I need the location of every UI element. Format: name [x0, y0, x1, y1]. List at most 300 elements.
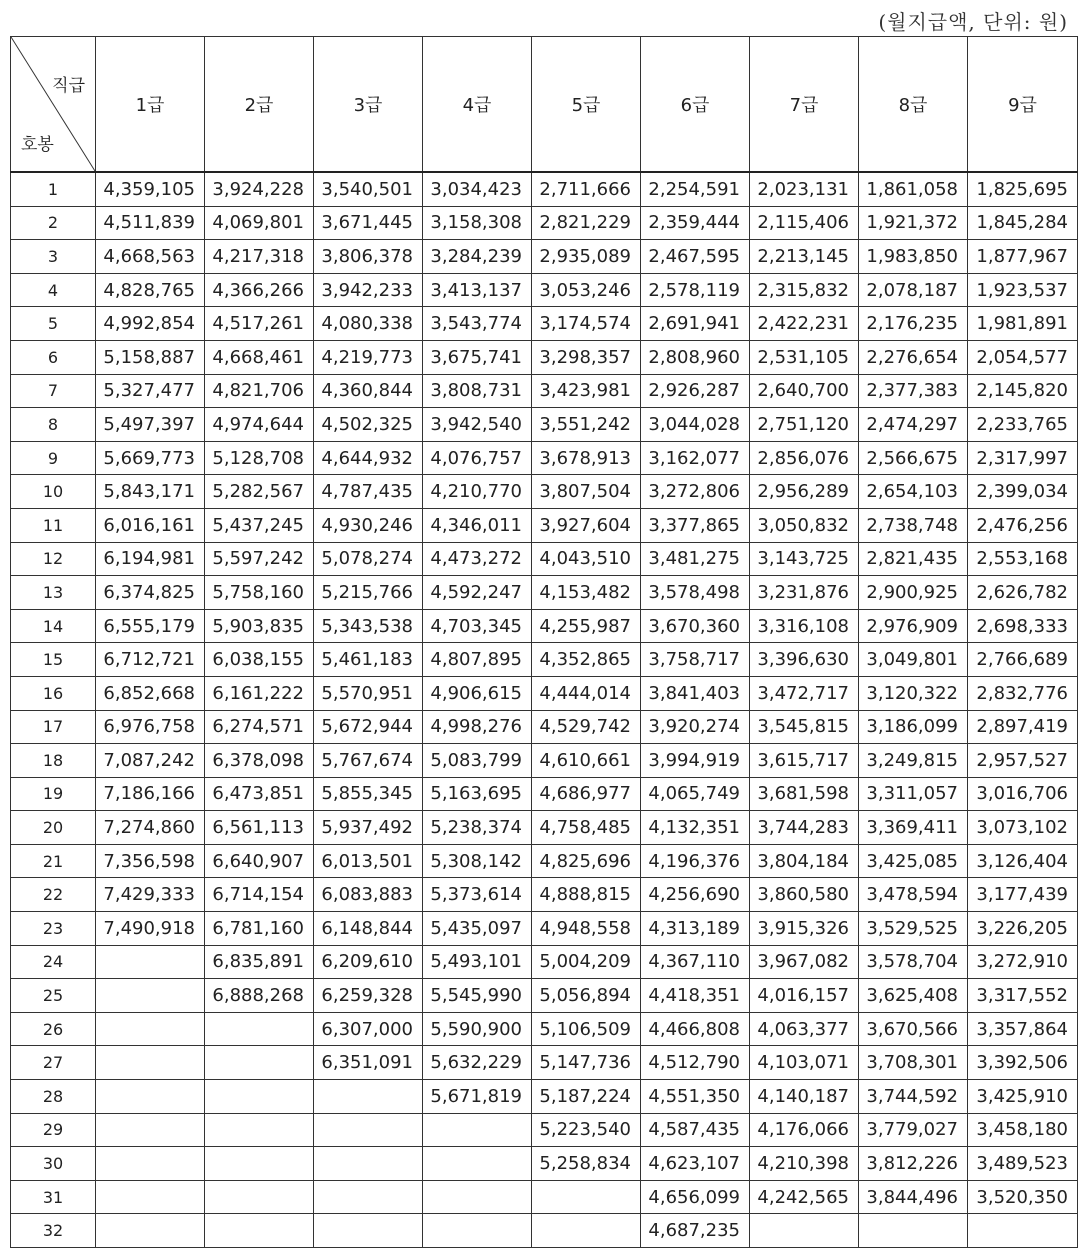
step-cell: 13	[11, 576, 96, 610]
amount-cell: 5,597,242	[205, 542, 314, 576]
amount-cell: 4,076,757	[423, 441, 532, 475]
amount-cell: 6,194,981	[96, 542, 205, 576]
amount-cell	[96, 979, 205, 1013]
amount-cell: 6,148,844	[314, 912, 423, 946]
amount-cell: 3,994,919	[641, 744, 750, 778]
amount-cell: 1,861,058	[859, 172, 968, 206]
amount-cell: 3,489,523	[968, 1147, 1078, 1181]
amount-cell: 3,357,864	[968, 1012, 1078, 1046]
amount-cell: 2,078,187	[859, 273, 968, 307]
step-cell: 25	[11, 979, 96, 1013]
amount-cell: 5,437,245	[205, 508, 314, 542]
amount-cell: 5,435,097	[423, 912, 532, 946]
amount-cell: 2,531,105	[750, 340, 859, 374]
header-row	[11, 37, 1078, 173]
step-cell: 27	[11, 1046, 96, 1080]
step-cell: 17	[11, 710, 96, 744]
amount-cell: 3,377,865	[641, 508, 750, 542]
amount-cell: 1,825,695	[968, 172, 1078, 206]
amount-cell: 4,466,808	[641, 1012, 750, 1046]
table-row	[11, 1113, 1078, 1147]
amount-cell: 4,998,276	[423, 710, 532, 744]
amount-cell: 3,708,301	[859, 1046, 968, 1080]
amount-cell: 5,855,345	[314, 777, 423, 811]
amount-cell	[314, 1080, 423, 1114]
amount-cell: 5,570,951	[314, 676, 423, 710]
table-row	[11, 172, 1078, 206]
amount-cell: 3,744,283	[750, 811, 859, 845]
amount-cell: 2,578,119	[641, 273, 750, 307]
amount-cell: 3,578,704	[859, 945, 968, 979]
amount-cell: 2,766,689	[968, 643, 1078, 677]
amount-cell: 4,132,351	[641, 811, 750, 845]
amount-cell: 4,065,749	[641, 777, 750, 811]
amount-cell: 2,566,675	[859, 441, 968, 475]
amount-cell: 7,490,918	[96, 912, 205, 946]
amount-cell: 6,351,091	[314, 1046, 423, 1080]
amount-cell: 3,545,815	[750, 710, 859, 744]
amount-cell: 4,069,801	[205, 206, 314, 240]
amount-cell: 6,378,098	[205, 744, 314, 778]
amount-cell	[423, 1214, 532, 1248]
amount-cell: 4,016,157	[750, 979, 859, 1013]
amount-cell: 3,967,082	[750, 945, 859, 979]
amount-cell: 2,553,168	[968, 542, 1078, 576]
amount-cell: 2,176,235	[859, 307, 968, 341]
amount-cell: 4,623,107	[641, 1147, 750, 1181]
amount-cell: 5,671,819	[423, 1080, 532, 1114]
amount-cell: 6,640,907	[205, 844, 314, 878]
amount-cell	[532, 1214, 641, 1248]
amount-cell: 3,472,717	[750, 676, 859, 710]
amount-cell: 2,377,383	[859, 374, 968, 408]
amount-cell: 4,313,189	[641, 912, 750, 946]
amount-cell: 6,161,222	[205, 676, 314, 710]
amount-cell	[205, 1012, 314, 1046]
amount-cell: 5,545,990	[423, 979, 532, 1013]
amount-cell	[859, 1214, 968, 1248]
amount-cell	[750, 1214, 859, 1248]
amount-cell	[532, 1180, 641, 1214]
grade-header-cell: 3급	[314, 37, 423, 173]
amount-cell: 4,063,377	[750, 1012, 859, 1046]
amount-cell: 4,825,696	[532, 844, 641, 878]
step-cell: 3	[11, 240, 96, 274]
amount-cell: 4,821,706	[205, 374, 314, 408]
amount-cell: 3,044,028	[641, 408, 750, 442]
step-cell: 20	[11, 811, 96, 845]
amount-cell: 4,529,742	[532, 710, 641, 744]
step-cell: 4	[11, 273, 96, 307]
amount-cell: 5,343,538	[314, 609, 423, 643]
amount-cell: 4,502,325	[314, 408, 423, 442]
amount-cell: 6,016,161	[96, 508, 205, 542]
amount-cell: 2,476,256	[968, 508, 1078, 542]
amount-cell: 5,493,101	[423, 945, 532, 979]
step-cell: 9	[11, 441, 96, 475]
amount-cell: 5,903,835	[205, 609, 314, 643]
amount-cell: 4,930,246	[314, 508, 423, 542]
amount-cell: 6,835,891	[205, 945, 314, 979]
amount-cell: 5,461,183	[314, 643, 423, 677]
amount-cell: 3,540,501	[314, 172, 423, 206]
amount-cell	[205, 1180, 314, 1214]
table-row	[11, 542, 1078, 576]
amount-cell: 5,282,567	[205, 475, 314, 509]
amount-cell: 3,272,910	[968, 945, 1078, 979]
amount-cell: 3,481,275	[641, 542, 750, 576]
amount-cell: 4,512,790	[641, 1046, 750, 1080]
amount-cell: 3,034,423	[423, 172, 532, 206]
amount-cell: 3,915,326	[750, 912, 859, 946]
table-row	[11, 240, 1078, 274]
amount-cell: 4,517,261	[205, 307, 314, 341]
amount-cell: 4,366,266	[205, 273, 314, 307]
amount-cell: 2,467,595	[641, 240, 750, 274]
amount-cell: 6,209,610	[314, 945, 423, 979]
amount-cell: 4,787,435	[314, 475, 423, 509]
amount-cell: 3,458,180	[968, 1113, 1078, 1147]
amount-cell: 2,821,229	[532, 206, 641, 240]
amount-cell: 3,049,801	[859, 643, 968, 677]
amount-cell	[205, 1046, 314, 1080]
amount-cell: 3,249,815	[859, 744, 968, 778]
amount-cell: 2,474,297	[859, 408, 968, 442]
amount-cell: 4,686,977	[532, 777, 641, 811]
amount-cell: 2,422,231	[750, 307, 859, 341]
table-row	[11, 912, 1078, 946]
amount-cell: 3,272,806	[641, 475, 750, 509]
amount-cell: 3,927,604	[532, 508, 641, 542]
amount-cell: 2,821,435	[859, 542, 968, 576]
step-cell: 7	[11, 374, 96, 408]
amount-cell: 4,255,987	[532, 609, 641, 643]
amount-cell: 7,356,598	[96, 844, 205, 878]
amount-cell: 4,352,865	[532, 643, 641, 677]
amount-cell: 4,687,235	[641, 1214, 750, 1248]
amount-cell: 6,712,721	[96, 643, 205, 677]
step-cell: 19	[11, 777, 96, 811]
amount-cell: 5,238,374	[423, 811, 532, 845]
step-cell: 12	[11, 542, 96, 576]
amount-cell: 3,860,580	[750, 878, 859, 912]
amount-cell	[205, 1214, 314, 1248]
table-row	[11, 206, 1078, 240]
grade-axis-label: 직급	[52, 76, 85, 96]
amount-cell: 3,284,239	[423, 240, 532, 274]
amount-cell: 3,369,411	[859, 811, 968, 845]
step-cell: 30	[11, 1147, 96, 1181]
amount-cell	[96, 1180, 205, 1214]
amount-cell: 4,551,350	[641, 1080, 750, 1114]
grade-header-cell: 7급	[750, 37, 859, 173]
amount-cell: 4,140,187	[750, 1080, 859, 1114]
amount-cell: 3,681,598	[750, 777, 859, 811]
amount-cell: 3,231,876	[750, 576, 859, 610]
amount-cell	[96, 1214, 205, 1248]
amount-cell: 3,920,274	[641, 710, 750, 744]
amount-cell: 3,186,099	[859, 710, 968, 744]
table-row	[11, 576, 1078, 610]
amount-cell: 1,845,284	[968, 206, 1078, 240]
amount-cell: 3,675,741	[423, 340, 532, 374]
amount-cell: 3,162,077	[641, 441, 750, 475]
amount-cell: 6,038,155	[205, 643, 314, 677]
amount-cell: 3,174,574	[532, 307, 641, 341]
amount-cell: 3,942,540	[423, 408, 532, 442]
amount-cell: 3,316,108	[750, 609, 859, 643]
amount-cell: 5,672,944	[314, 710, 423, 744]
amount-cell	[314, 1113, 423, 1147]
amount-cell: 3,298,357	[532, 340, 641, 374]
table-row	[11, 1012, 1078, 1046]
step-cell: 6	[11, 340, 96, 374]
amount-cell: 6,714,154	[205, 878, 314, 912]
amount-cell: 3,143,725	[750, 542, 859, 576]
amount-cell: 5,767,674	[314, 744, 423, 778]
amount-cell: 4,828,765	[96, 273, 205, 307]
table-row	[11, 408, 1078, 442]
amount-cell: 4,219,773	[314, 340, 423, 374]
amount-cell: 2,897,419	[968, 710, 1078, 744]
amount-cell: 5,128,708	[205, 441, 314, 475]
amount-cell: 3,053,246	[532, 273, 641, 307]
amount-cell: 6,976,758	[96, 710, 205, 744]
amount-cell: 4,610,661	[532, 744, 641, 778]
grade-header-cell: 1급	[96, 37, 205, 173]
amount-cell: 2,145,820	[968, 374, 1078, 408]
amount-cell: 3,812,226	[859, 1147, 968, 1181]
amount-cell: 3,520,350	[968, 1180, 1078, 1214]
amount-cell: 2,213,145	[750, 240, 859, 274]
amount-cell: 3,425,910	[968, 1080, 1078, 1114]
amount-cell: 3,126,404	[968, 844, 1078, 878]
amount-cell: 3,158,308	[423, 206, 532, 240]
step-cell: 23	[11, 912, 96, 946]
table-row	[11, 1214, 1078, 1248]
amount-cell: 3,120,322	[859, 676, 968, 710]
step-cell: 11	[11, 508, 96, 542]
amount-cell	[96, 1080, 205, 1114]
grade-header-cell: 9급	[968, 37, 1078, 173]
table-row	[11, 676, 1078, 710]
amount-cell: 5,590,900	[423, 1012, 532, 1046]
amount-cell: 4,196,376	[641, 844, 750, 878]
amount-cell: 4,418,351	[641, 979, 750, 1013]
amount-cell	[96, 945, 205, 979]
amount-cell: 2,957,527	[968, 744, 1078, 778]
step-cell: 22	[11, 878, 96, 912]
amount-cell	[205, 1147, 314, 1181]
amount-cell	[96, 1113, 205, 1147]
amount-cell: 2,935,089	[532, 240, 641, 274]
step-cell: 26	[11, 1012, 96, 1046]
amount-cell: 4,359,105	[96, 172, 205, 206]
amount-cell: 6,473,851	[205, 777, 314, 811]
grade-header-cell: 5급	[532, 37, 641, 173]
amount-cell	[423, 1147, 532, 1181]
amount-cell: 4,473,272	[423, 542, 532, 576]
amount-cell: 2,654,103	[859, 475, 968, 509]
table-row	[11, 878, 1078, 912]
amount-cell: 3,478,594	[859, 878, 968, 912]
table-row	[11, 609, 1078, 643]
table-row	[11, 710, 1078, 744]
amount-cell: 3,744,592	[859, 1080, 968, 1114]
amount-cell: 4,974,644	[205, 408, 314, 442]
amount-cell: 2,626,782	[968, 576, 1078, 610]
step-cell: 21	[11, 844, 96, 878]
amount-cell: 3,942,233	[314, 273, 423, 307]
step-cell: 32	[11, 1214, 96, 1248]
table-row	[11, 643, 1078, 677]
amount-cell: 4,210,398	[750, 1147, 859, 1181]
step-cell: 18	[11, 744, 96, 778]
table-row	[11, 307, 1078, 341]
amount-cell: 3,841,403	[641, 676, 750, 710]
amount-cell: 1,923,537	[968, 273, 1078, 307]
amount-cell	[314, 1180, 423, 1214]
amount-cell: 4,153,482	[532, 576, 641, 610]
amount-cell: 3,413,137	[423, 273, 532, 307]
amount-cell	[423, 1113, 532, 1147]
amount-cell	[96, 1012, 205, 1046]
amount-cell: 3,671,445	[314, 206, 423, 240]
amount-cell: 4,360,844	[314, 374, 423, 408]
amount-cell: 2,956,289	[750, 475, 859, 509]
amount-cell: 4,242,565	[750, 1180, 859, 1214]
amount-cell: 3,844,496	[859, 1180, 968, 1214]
amount-cell: 2,808,960	[641, 340, 750, 374]
table-row	[11, 1046, 1078, 1080]
amount-cell: 5,163,695	[423, 777, 532, 811]
amount-cell: 3,779,027	[859, 1113, 968, 1147]
amount-cell: 2,738,748	[859, 508, 968, 542]
table-row	[11, 475, 1078, 509]
table-row	[11, 1180, 1078, 1214]
amount-cell: 6,555,179	[96, 609, 205, 643]
amount-cell: 3,396,630	[750, 643, 859, 677]
amount-cell	[968, 1214, 1078, 1248]
amount-cell	[96, 1147, 205, 1181]
amount-cell: 4,256,690	[641, 878, 750, 912]
amount-cell: 2,926,287	[641, 374, 750, 408]
amount-cell: 4,444,014	[532, 676, 641, 710]
amount-cell: 2,832,776	[968, 676, 1078, 710]
amount-cell: 1,983,850	[859, 240, 968, 274]
table-row	[11, 508, 1078, 542]
amount-cell: 3,807,504	[532, 475, 641, 509]
table-row	[11, 744, 1078, 778]
amount-cell: 5,308,142	[423, 844, 532, 878]
amount-cell: 4,176,066	[750, 1113, 859, 1147]
salary-table	[10, 36, 1078, 1248]
amount-cell: 3,551,242	[532, 408, 641, 442]
amount-cell: 7,429,333	[96, 878, 205, 912]
table-row	[11, 374, 1078, 408]
unit-note: (월지급액, 단위: 원)	[878, 10, 1068, 34]
table-row	[11, 844, 1078, 878]
amount-cell: 5,327,477	[96, 374, 205, 408]
amount-cell: 5,373,614	[423, 878, 532, 912]
amount-cell: 5,669,773	[96, 441, 205, 475]
amount-cell	[423, 1180, 532, 1214]
amount-cell: 3,311,057	[859, 777, 968, 811]
table-row	[11, 273, 1078, 307]
grade-header-cell: 4급	[423, 37, 532, 173]
table-row	[11, 811, 1078, 845]
table-row	[11, 1080, 1078, 1114]
amount-cell: 5,758,160	[205, 576, 314, 610]
amount-cell: 3,543,774	[423, 307, 532, 341]
amount-cell: 4,210,770	[423, 475, 532, 509]
amount-cell: 3,423,981	[532, 374, 641, 408]
amount-cell: 3,670,566	[859, 1012, 968, 1046]
amount-cell: 5,078,274	[314, 542, 423, 576]
amount-cell: 4,592,247	[423, 576, 532, 610]
amount-cell: 5,056,894	[532, 979, 641, 1013]
amount-cell: 2,976,909	[859, 609, 968, 643]
amount-cell: 6,781,160	[205, 912, 314, 946]
amount-cell: 5,147,736	[532, 1046, 641, 1080]
amount-cell: 6,307,000	[314, 1012, 423, 1046]
amount-cell: 4,511,839	[96, 206, 205, 240]
amount-cell: 4,948,558	[532, 912, 641, 946]
amount-cell: 1,981,891	[968, 307, 1078, 341]
amount-cell: 4,217,318	[205, 240, 314, 274]
table-row	[11, 777, 1078, 811]
amount-cell: 2,399,034	[968, 475, 1078, 509]
amount-cell: 3,806,378	[314, 240, 423, 274]
table-row	[11, 441, 1078, 475]
amount-cell: 4,080,338	[314, 307, 423, 341]
amount-cell: 3,425,085	[859, 844, 968, 878]
amount-cell: 4,656,099	[641, 1180, 750, 1214]
amount-cell: 4,103,071	[750, 1046, 859, 1080]
step-cell: 10	[11, 475, 96, 509]
amount-cell: 5,158,887	[96, 340, 205, 374]
amount-cell: 4,668,563	[96, 240, 205, 274]
table-row	[11, 979, 1078, 1013]
amount-cell: 5,632,229	[423, 1046, 532, 1080]
step-cell: 15	[11, 643, 96, 677]
amount-cell: 3,615,717	[750, 744, 859, 778]
amount-cell: 6,888,268	[205, 979, 314, 1013]
amount-cell: 3,226,205	[968, 912, 1078, 946]
amount-cell: 3,804,184	[750, 844, 859, 878]
amount-cell: 2,856,076	[750, 441, 859, 475]
amount-cell: 3,670,360	[641, 609, 750, 643]
step-cell: 16	[11, 676, 96, 710]
amount-cell: 3,177,439	[968, 878, 1078, 912]
step-cell: 5	[11, 307, 96, 341]
amount-cell: 3,678,913	[532, 441, 641, 475]
amount-cell: 4,888,815	[532, 878, 641, 912]
amount-cell: 2,233,765	[968, 408, 1078, 442]
step-cell: 24	[11, 945, 96, 979]
amount-cell: 6,259,328	[314, 979, 423, 1013]
amount-cell: 5,083,799	[423, 744, 532, 778]
amount-cell: 4,758,485	[532, 811, 641, 845]
step-cell: 28	[11, 1080, 96, 1114]
amount-cell	[314, 1147, 423, 1181]
grade-header-cell: 8급	[859, 37, 968, 173]
amount-cell: 3,529,525	[859, 912, 968, 946]
amount-cell: 4,644,932	[314, 441, 423, 475]
amount-cell: 5,223,540	[532, 1113, 641, 1147]
amount-cell: 4,807,895	[423, 643, 532, 677]
amount-cell: 2,751,120	[750, 408, 859, 442]
